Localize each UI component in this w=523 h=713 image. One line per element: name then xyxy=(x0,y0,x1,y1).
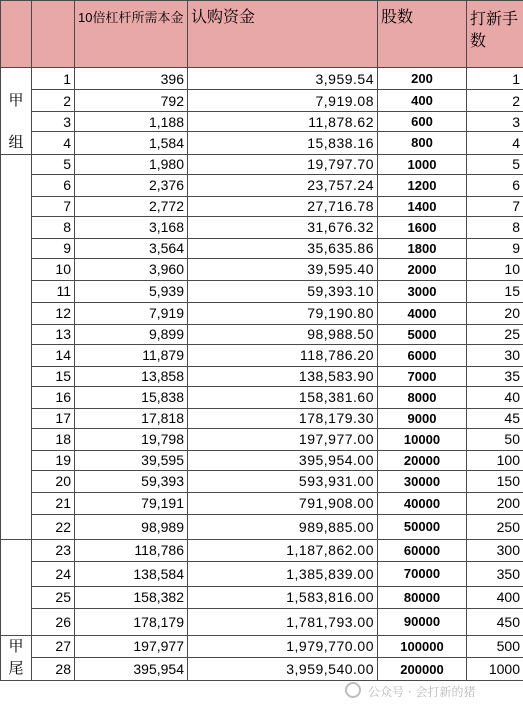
shares-cell: 5000 xyxy=(378,324,467,344)
shares-cell: 3000 xyxy=(378,280,467,302)
group-cell xyxy=(1,386,32,408)
subscription-capital-cell: 395,954.00 xyxy=(188,450,378,470)
subscription-capital-cell: 79,190.80 xyxy=(188,302,378,324)
shares-cell: 800 xyxy=(378,132,467,155)
table-row xyxy=(1,539,523,561)
row-index: 9 xyxy=(32,238,75,258)
subscription-capital-cell: 3,959,540.00 xyxy=(188,658,378,681)
hands-cell: 1000 xyxy=(467,658,523,681)
table-row xyxy=(1,514,523,539)
hands-cell: 150 xyxy=(467,470,523,492)
leverage-principal-cell: 197,977 xyxy=(75,635,188,658)
row-index: 6 xyxy=(32,174,75,196)
row-index: 5 xyxy=(32,154,75,174)
shares-cell: 30000 xyxy=(378,470,467,492)
shares-cell: 80000 xyxy=(378,586,467,608)
table-row xyxy=(1,154,523,174)
hands-cell: 450 xyxy=(467,608,523,635)
group-cell xyxy=(1,344,32,366)
leverage-principal-cell: 19,798 xyxy=(75,428,188,450)
row-index: 14 xyxy=(32,344,75,366)
row-index: 10 xyxy=(32,258,75,280)
row-index: 16 xyxy=(32,386,75,408)
shares-cell: 6000 xyxy=(378,344,467,366)
table-row xyxy=(1,608,523,635)
group-cell xyxy=(1,408,32,428)
row-index: 19 xyxy=(32,450,75,470)
group-cell xyxy=(1,635,32,658)
row-index: 17 xyxy=(32,408,75,428)
leverage-principal-cell: 1,188 xyxy=(75,112,188,132)
group-label: 尾 xyxy=(8,659,24,677)
row-index: 22 xyxy=(32,514,75,539)
table-row xyxy=(1,344,523,366)
hands-cell: 2 xyxy=(467,90,523,112)
leverage-principal-cell: 5,939 xyxy=(75,280,188,302)
hands-cell: 200 xyxy=(467,492,523,514)
group-cell xyxy=(1,470,32,492)
row-index: 12 xyxy=(32,302,75,324)
leverage-principal-cell: 39,595 xyxy=(75,450,188,470)
shares-cell: 1400 xyxy=(378,196,467,216)
group-cell xyxy=(1,258,32,280)
hands-cell: 500 xyxy=(467,635,523,658)
subscription-capital-cell: 19,797.70 xyxy=(188,154,378,174)
leverage-principal-cell: 3,564 xyxy=(75,238,188,258)
shares-cell: 40000 xyxy=(378,492,467,514)
shares-cell: 20000 xyxy=(378,450,467,470)
row-index: 1 xyxy=(32,68,75,90)
subscription-capital-cell: 15,838.16 xyxy=(188,132,378,155)
shares-cell: 1200 xyxy=(378,174,467,196)
leverage-principal-cell: 17,818 xyxy=(75,408,188,428)
subscription-capital-cell: 1,781,793.00 xyxy=(188,608,378,635)
subscription-capital-cell: 35,635.86 xyxy=(188,238,378,258)
shares-cell: 70000 xyxy=(378,561,467,586)
header-subscription-capital: 认购资金 xyxy=(188,1,378,68)
row-index: 26 xyxy=(32,608,75,635)
subscription-capital-cell: 197,977.00 xyxy=(188,428,378,450)
group-cell xyxy=(1,514,32,539)
shares-cell: 100000 xyxy=(378,635,467,658)
hands-cell: 50 xyxy=(467,428,523,450)
table-row xyxy=(1,408,523,428)
subscription-capital-cell: 593,931.00 xyxy=(188,470,378,492)
shares-cell: 9000 xyxy=(378,408,467,428)
subscription-capital-cell: 1,979,770.00 xyxy=(188,635,378,658)
group-label: 组 xyxy=(8,133,24,151)
header-shares: 股数 xyxy=(378,1,467,68)
table-row xyxy=(1,450,523,470)
table-row xyxy=(1,216,523,238)
leverage-principal-cell: 11,879 xyxy=(75,344,188,366)
table-row xyxy=(1,238,523,258)
hands-cell: 30 xyxy=(467,344,523,366)
row-index: 18 xyxy=(32,428,75,450)
table-row xyxy=(1,132,523,155)
table-row xyxy=(1,366,523,386)
group-cell xyxy=(1,608,32,635)
hands-cell: 6 xyxy=(467,174,523,196)
group-cell xyxy=(1,68,32,90)
header-row xyxy=(1,1,523,68)
subscription-capital-cell: 791,908.00 xyxy=(188,492,378,514)
subscription-capital-cell: 1,187,862.00 xyxy=(188,539,378,561)
group-cell xyxy=(1,196,32,216)
hands-cell: 1 xyxy=(467,68,523,90)
shares-cell: 90000 xyxy=(378,608,467,635)
row-index: 8 xyxy=(32,216,75,238)
table-row xyxy=(1,586,523,608)
hands-cell: 300 xyxy=(467,539,523,561)
subscription-capital-cell: 98,988.50 xyxy=(188,324,378,344)
shares-cell: 50000 xyxy=(378,514,467,539)
group-cell xyxy=(1,586,32,608)
row-index: 25 xyxy=(32,586,75,608)
subscription-capital-cell: 158,381.60 xyxy=(188,386,378,408)
leverage-principal-cell: 13,858 xyxy=(75,366,188,386)
leverage-principal-cell: 396 xyxy=(75,68,188,90)
shares-cell: 600 xyxy=(378,112,467,132)
shares-cell: 60000 xyxy=(378,539,467,561)
row-index: 20 xyxy=(32,470,75,492)
table-row xyxy=(1,324,523,344)
leverage-principal-cell: 1,980 xyxy=(75,154,188,174)
row-index: 28 xyxy=(32,658,75,681)
row-index: 13 xyxy=(32,324,75,344)
shares-cell: 400 xyxy=(378,90,467,112)
group-cell xyxy=(1,132,32,155)
hands-cell: 3 xyxy=(467,112,523,132)
leverage-principal-cell: 2,376 xyxy=(75,174,188,196)
subscription-capital-cell: 1,583,816.00 xyxy=(188,586,378,608)
shares-cell: 200 xyxy=(378,68,467,90)
subscription-capital-cell: 59,393.10 xyxy=(188,280,378,302)
leverage-principal-cell: 59,393 xyxy=(75,470,188,492)
header-index xyxy=(32,1,75,68)
hands-cell: 45 xyxy=(467,408,523,428)
subscription-capital-cell: 11,878.62 xyxy=(188,112,378,132)
table-row xyxy=(1,561,523,586)
leverage-principal-cell: 3,960 xyxy=(75,258,188,280)
leverage-principal-cell: 79,191 xyxy=(75,492,188,514)
group-cell xyxy=(1,324,32,344)
row-index: 11 xyxy=(32,280,75,302)
subscription-capital-cell: 31,676.32 xyxy=(188,216,378,238)
row-index: 15 xyxy=(32,366,75,386)
table-row xyxy=(1,470,523,492)
group-label: 甲 xyxy=(8,637,24,655)
row-index: 3 xyxy=(32,112,75,132)
group-cell xyxy=(1,216,32,238)
hands-cell: 10 xyxy=(467,258,523,280)
shares-cell: 10000 xyxy=(378,428,467,450)
leverage-principal-cell: 3,168 xyxy=(75,216,188,238)
row-index: 23 xyxy=(32,539,75,561)
group-cell xyxy=(1,174,32,196)
hands-cell: 8 xyxy=(467,216,523,238)
row-index: 2 xyxy=(32,90,75,112)
row-index: 7 xyxy=(32,196,75,216)
group-cell xyxy=(1,492,32,514)
subscription-capital-cell: 989,885.00 xyxy=(188,514,378,539)
group-cell xyxy=(1,450,32,470)
shares-cell: 1800 xyxy=(378,238,467,258)
leverage-principal-cell: 158,382 xyxy=(75,586,188,608)
table-row xyxy=(1,196,523,216)
leverage-principal-cell: 138,584 xyxy=(75,561,188,586)
hands-cell: 250 xyxy=(467,514,523,539)
shares-cell: 2000 xyxy=(378,258,467,280)
subscription-capital-cell: 118,786.20 xyxy=(188,344,378,366)
group-cell xyxy=(1,154,32,174)
group-cell xyxy=(1,90,32,112)
leverage-principal-cell: 2,772 xyxy=(75,196,188,216)
leverage-principal-cell: 98,989 xyxy=(75,514,188,539)
group-cell xyxy=(1,366,32,386)
group-cell xyxy=(1,112,32,132)
watermark-text: 公众号 · 会打新的猪 xyxy=(368,685,476,699)
hands-cell: 15 xyxy=(467,280,523,302)
table-body xyxy=(1,68,523,681)
group-cell xyxy=(1,539,32,561)
shares-cell: 1600 xyxy=(378,216,467,238)
group-label: 甲 xyxy=(8,91,24,109)
header-leverage-principal: 10倍杠杆所需本金 xyxy=(75,1,188,68)
header-group xyxy=(1,1,32,68)
leverage-principal-cell: 7,919 xyxy=(75,302,188,324)
hands-cell: 7 xyxy=(467,196,523,216)
subscription-capital-cell: 23,757.24 xyxy=(188,174,378,196)
hands-cell: 4 xyxy=(467,132,523,155)
leverage-principal-cell: 395,954 xyxy=(75,658,188,681)
shares-cell: 1000 xyxy=(378,154,467,174)
table-row xyxy=(1,112,523,132)
hands-cell: 40 xyxy=(467,386,523,408)
hands-cell: 400 xyxy=(467,586,523,608)
subscription-capital-cell: 3,959.54 xyxy=(188,68,378,90)
table-row xyxy=(1,635,523,658)
hands-cell: 350 xyxy=(467,561,523,586)
group-cell xyxy=(1,428,32,450)
leverage-principal-cell: 118,786 xyxy=(75,539,188,561)
table-row xyxy=(1,302,523,324)
shares-cell: 4000 xyxy=(378,302,467,324)
row-index: 27 xyxy=(32,635,75,658)
table-row xyxy=(1,386,523,408)
group-cell xyxy=(1,238,32,258)
leverage-principal-cell: 9,899 xyxy=(75,324,188,344)
group-cell xyxy=(1,561,32,586)
shares-cell: 200000 xyxy=(378,658,467,681)
group-cell xyxy=(1,658,32,681)
group-cell xyxy=(1,280,32,302)
table-row xyxy=(1,492,523,514)
subscription-capital-cell: 178,179.30 xyxy=(188,408,378,428)
leverage-principal-cell: 1,584 xyxy=(75,132,188,155)
subscription-capital-cell: 1,385,839.00 xyxy=(188,561,378,586)
row-index: 24 xyxy=(32,561,75,586)
row-index: 4 xyxy=(32,132,75,155)
subscription-capital-cell: 39,595.40 xyxy=(188,258,378,280)
shares-cell: 7000 xyxy=(378,366,467,386)
hands-cell: 5 xyxy=(467,154,523,174)
row-index: 21 xyxy=(32,492,75,514)
table-row xyxy=(1,280,523,302)
table-row xyxy=(1,658,523,681)
hands-cell: 35 xyxy=(467,366,523,386)
subscription-capital-cell: 7,919.08 xyxy=(188,90,378,112)
subscription-capital-cell: 138,583.90 xyxy=(188,366,378,386)
group-cell xyxy=(1,302,32,324)
table-row xyxy=(1,428,523,450)
leverage-principal-cell: 792 xyxy=(75,90,188,112)
hands-cell: 20 xyxy=(467,302,523,324)
leverage-principal-cell: 15,838 xyxy=(75,386,188,408)
hands-cell: 9 xyxy=(467,238,523,258)
hands-cell: 25 xyxy=(467,324,523,344)
table-row xyxy=(1,90,523,112)
leverage-principal-cell: 178,179 xyxy=(75,608,188,635)
table-row xyxy=(1,174,523,196)
table-row xyxy=(1,68,523,90)
hands-cell: 100 xyxy=(467,450,523,470)
shares-cell: 8000 xyxy=(378,386,467,408)
table-row xyxy=(1,258,523,280)
subscription-capital-cell: 27,716.78 xyxy=(188,196,378,216)
header-hands: 打新手数 xyxy=(467,1,523,68)
wechat-icon xyxy=(345,682,361,698)
